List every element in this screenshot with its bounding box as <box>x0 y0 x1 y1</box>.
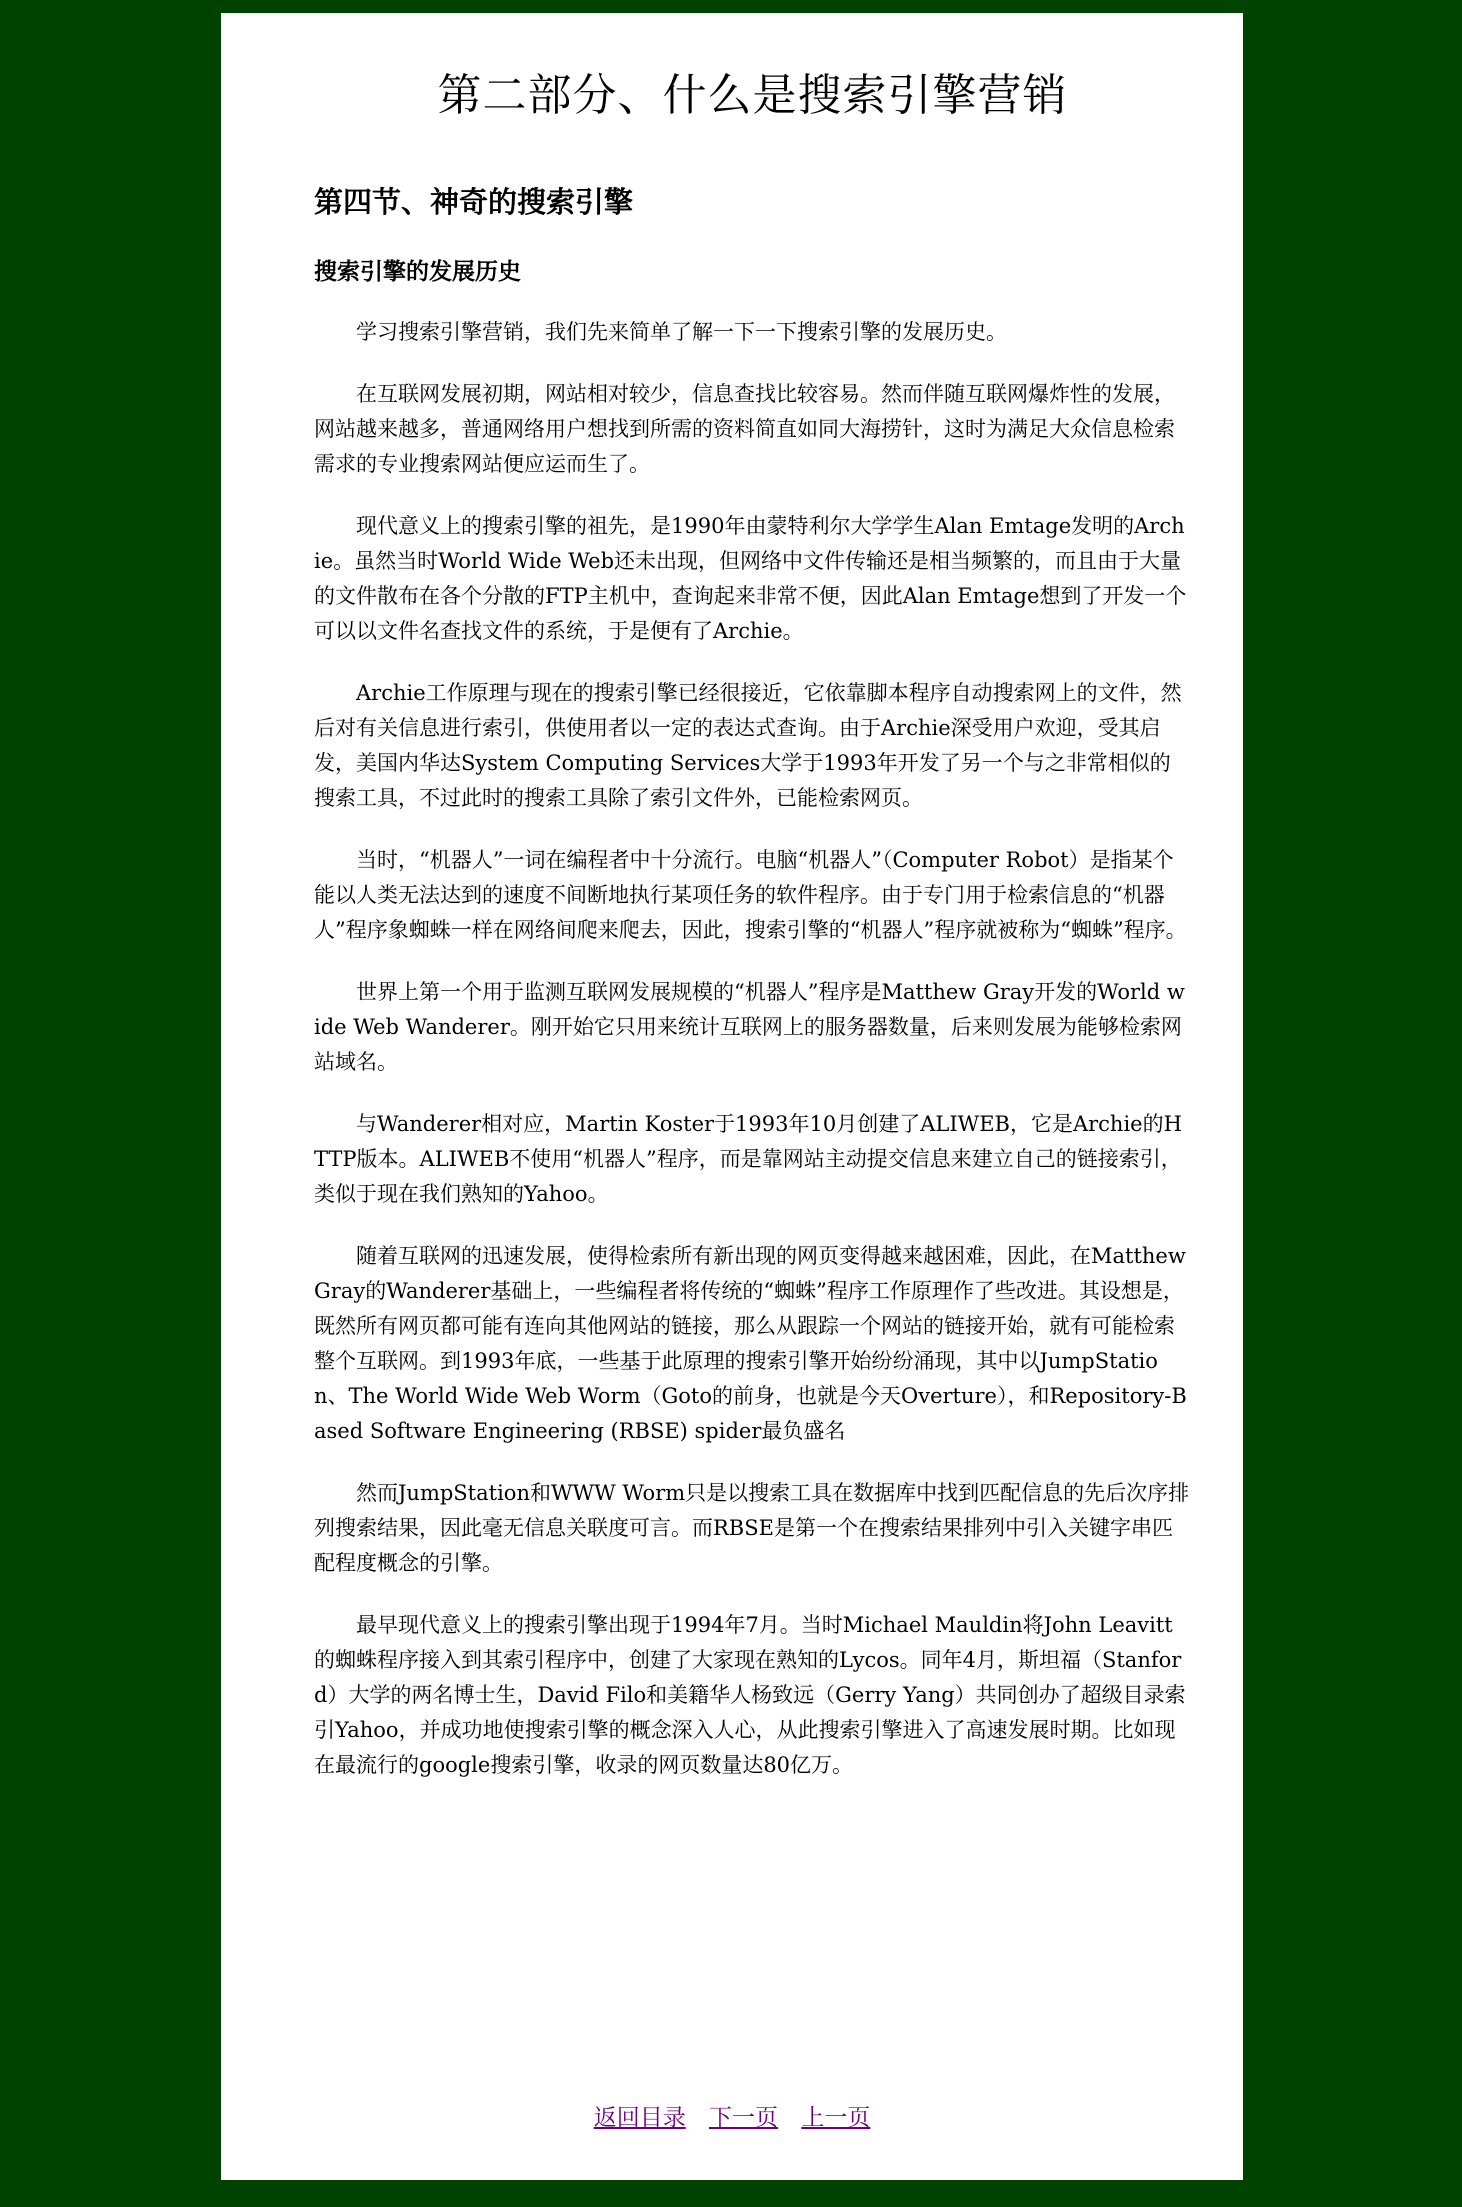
paragraph: 在互联网发展初期，网站相对较少，信息查找比较容易。然而伴随互联网爆炸性的发展，网站越来越多，普通网络用户想找到所需的资料简直如同大海捞针，这时为满足大众信息检索需求的专业搜索网站便应运而生了。 <box>314 382 1175 477</box>
paragraph: 学习搜索引擎营销，我们先来简单了解一下一下搜索引擎的发展历史。 <box>356 320 1007 345</box>
paragraph: 与Wanderer相对应，Martin Koster于1993年10月创建了ALIWEB，它是Archie的HTTP版本。ALIWEB不使用“机器人”程序，而是靠网站主动提交信息来建立自己的链接索引，类似于现在我们熟知的Yahoo。 <box>314 1112 1182 1207</box>
back-to-toc-link[interactable]: 返回目录 <box>593 2105 686 2131</box>
content-page <box>221 13 1243 2180</box>
paragraph: 然而JumpStation和WWW Worm只是以搜索工具在数据库中找到匹配信息的先后次序排列搜索结果，因此毫无信息关联度可言。而RBSE是第一个在搜索结果排列中引入关键字串匹配程度概念的引擎。 <box>314 1481 1190 1576</box>
paragraph: Archie工作原理与现在的搜索引擎已经很接近，它依靠脚本程序自动搜索网上的文件，然后对有关信息进行索引，供使用者以一定的表达式查询。由于Archie深受用户欢迎，受其启发，美国内华达System Computing Services大学于1993年开发了另一个与之非常相似的搜索工具，不过此时的搜索工具除了索引文件外，已能检索网页。 <box>314 681 1182 811</box>
paragraph: 最早现代意义上的搜索引擎出现于1994年7月。当时Michael Mauldin将John Leavitt的蜘蛛程序接入到其索引程序中，创建了大家现在熟知的Lycos。同年4月，斯坦福（Stanford）大学的两名博士生，David Filo和美籍华人杨致远（Gerry Yang）共同创办了超级目录索引Yahoo，并成功地使搜索引擎的概念深入人心，从此搜索引擎进入了高速发展时期。比如现在最流行的google搜索引擎，收录的网页数量达80亿万。 <box>314 1613 1186 1778</box>
page-navigation <box>221 2099 1243 2132</box>
paragraph: 世界上第一个用于监测互联网发展规模的“机器人”程序是Matthew Gray开发的World wide Web Wanderer。刚开始它只用来统计互联网上的服务器数量，后来则发展为能够检索网站域名。 <box>314 980 1185 1075</box>
prev-page-link[interactable]: 上一页 <box>801 2105 871 2131</box>
subsection-title: 搜索引擎的发展历史 <box>314 257 521 285</box>
paragraph: 随着互联网的迅速发展，使得检索所有新出现的网页变得越来越困难，因此，在Matthew Gray的Wanderer基础上，一些编程者将传统的“蜘蛛”程序工作原理作了些改进。其设想是，既然所有网页都可能有连向其他网站的链接，那么从跟踪一个网站的链接开始，就有可能检索整个互联网。到1993年底，一些基于此原理的搜索引擎开始纷纷涌现，其中以JumpStation、The World Wide Web Worm（Goto的前身，也就是今天Overture），和Repository-Based Software Engineering (RBSE) spider最负盛名 <box>314 1244 1187 1444</box>
section-title: 第四节、神奇的搜索引擎 <box>314 185 634 219</box>
paragraph: 现代意义上的搜索引擎的祖先，是1990年由蒙特利尔大学学生Alan Emtage发明的Archie。虽然当时World Wide Web还未出现，但网络中文件传输还是相当频繁的，而且由于大量的文件散布在各个分散的FTP主机中，查询起来非常不便，因此Alan Emtage想到了开发一个可以以文件名查找文件的系统，于是便有了Archie。 <box>314 514 1187 644</box>
page-title: 第二部分、什么是搜索引擎营销 <box>437 70 1068 121</box>
article-body <box>314 315 1191 1783</box>
paragraph: 当时，“机器人”一词在编程者中十分流行。电脑“机器人”（Computer Robot）是指某个能以人类无法达到的速度不间断地执行某项任务的软件程序。由于专门用于检索信息的“机器人”程序象蜘蛛一样在网络间爬来爬去，因此，搜索引擎的“机器人”程序就被称为“蜘蛛”程序。 <box>314 848 1187 943</box>
next-page-link[interactable]: 下一页 <box>709 2105 778 2131</box>
